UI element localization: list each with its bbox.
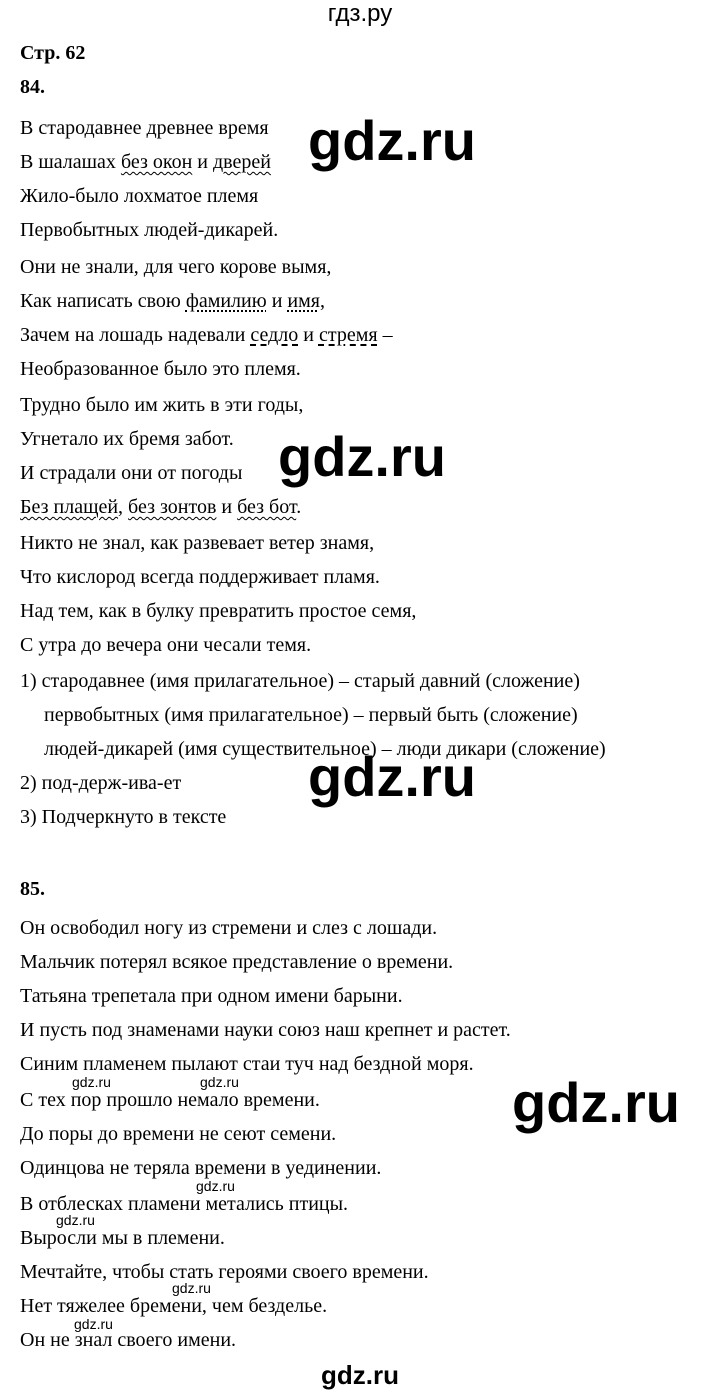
sentence-line: Татьяна трепетала при одном имени барыни. xyxy=(20,985,403,1007)
sentence-line: Одинцова не теряла времени в уединении. xyxy=(20,1157,382,1179)
poem-line: Зачем на лошадь надевали седло и стремя – xyxy=(20,324,393,346)
poem-line: Необразованное было это племя. xyxy=(20,358,301,380)
watermark: gdz.ru xyxy=(278,425,446,488)
watermark-small: gdz.ru xyxy=(200,1074,239,1090)
sentence-line: Мечтайте, чтобы стать героями своего времени. xyxy=(20,1261,429,1283)
watermark-small: gdz.ru xyxy=(196,1178,235,1194)
poem-line: Что кислород всегда поддерживает пламя. xyxy=(20,566,380,588)
poem-line: Никто не знал, как развевает ветер знамя, xyxy=(20,532,375,554)
sentence-line: Он не знал своего имени. xyxy=(20,1329,237,1351)
page-label: Стр. 62 xyxy=(20,42,86,64)
sentence-line: И пусть под знаменами науки союз наш крепнет и растет. xyxy=(20,1019,511,1041)
poem-line: Они не знали, для чего корове вымя, xyxy=(20,256,332,278)
site-header: гдз.ру xyxy=(327,0,393,27)
sentence-line: Он освободил ногу из стремени и слез с лошади. xyxy=(20,917,438,939)
task-84-number: 84. xyxy=(20,76,45,98)
answer-line: первобытных (имя прилагательное) – первый быть (сложение) xyxy=(44,704,578,726)
sentence-line: В отблесках пламени метались птицы. xyxy=(20,1193,349,1215)
poem-line: И страдали они от погоды xyxy=(20,462,243,484)
footer-watermark: gdz.ru xyxy=(321,1360,399,1390)
watermark-small: gdz.ru xyxy=(74,1316,113,1332)
answer-line: людей-дикарей (имя существительное) – люди дикари (сложение) xyxy=(44,738,606,760)
watermark: gdz.ru xyxy=(308,745,476,808)
watermark-small: gdz.ru xyxy=(172,1280,211,1296)
sentence-line: С тех пор прошло немало времени. xyxy=(20,1089,320,1111)
poem-line: В шалашах без окон и дверей xyxy=(20,151,271,173)
watermark: gdz.ru xyxy=(512,1071,680,1134)
sentence-line: Синим пламенем пылают стаи туч над бездной моря. xyxy=(20,1053,474,1075)
task-85-number: 85. xyxy=(20,878,45,900)
answer-line: 1) стародавнее (имя прилагательное) – старый давний (сложение) xyxy=(20,670,580,692)
sentence-line: До поры до времени не сеют семени. xyxy=(20,1123,337,1145)
poem-line: Жило-было лохматое племя xyxy=(20,185,259,207)
poem-line: Трудно было им жить в эти годы, xyxy=(20,394,304,416)
poem-line: Первобытных людей-дикарей. xyxy=(20,219,279,241)
watermark: gdz.ru xyxy=(308,109,476,172)
poem-line: Угнетало их бремя забот. xyxy=(20,428,234,450)
sentence-line: Выросли мы в племени. xyxy=(20,1227,225,1249)
watermark-small: gdz.ru xyxy=(72,1074,111,1090)
poem-line: Над тем, как в булку превратить простое семя, xyxy=(20,600,417,622)
watermark-small: gdz.ru xyxy=(56,1212,95,1228)
poem-line: С утра до вечера они чесали темя. xyxy=(20,634,312,656)
sentence-line: Нет тяжелее бремени, чем безделье. xyxy=(20,1295,328,1317)
answer-line: 2) под-держ-ива-ет xyxy=(20,772,182,794)
poem-line: Как написать свою фамилию и имя, xyxy=(20,290,325,312)
poem-line: Без плащей, без зонтов и без бот. xyxy=(20,496,302,518)
answer-line: 3) Подчеркнуто в тексте xyxy=(20,806,227,828)
poem-line: В стародавнее древнее время xyxy=(20,117,269,139)
sentence-line: Мальчик потерял всякое представление о времени. xyxy=(20,951,454,973)
